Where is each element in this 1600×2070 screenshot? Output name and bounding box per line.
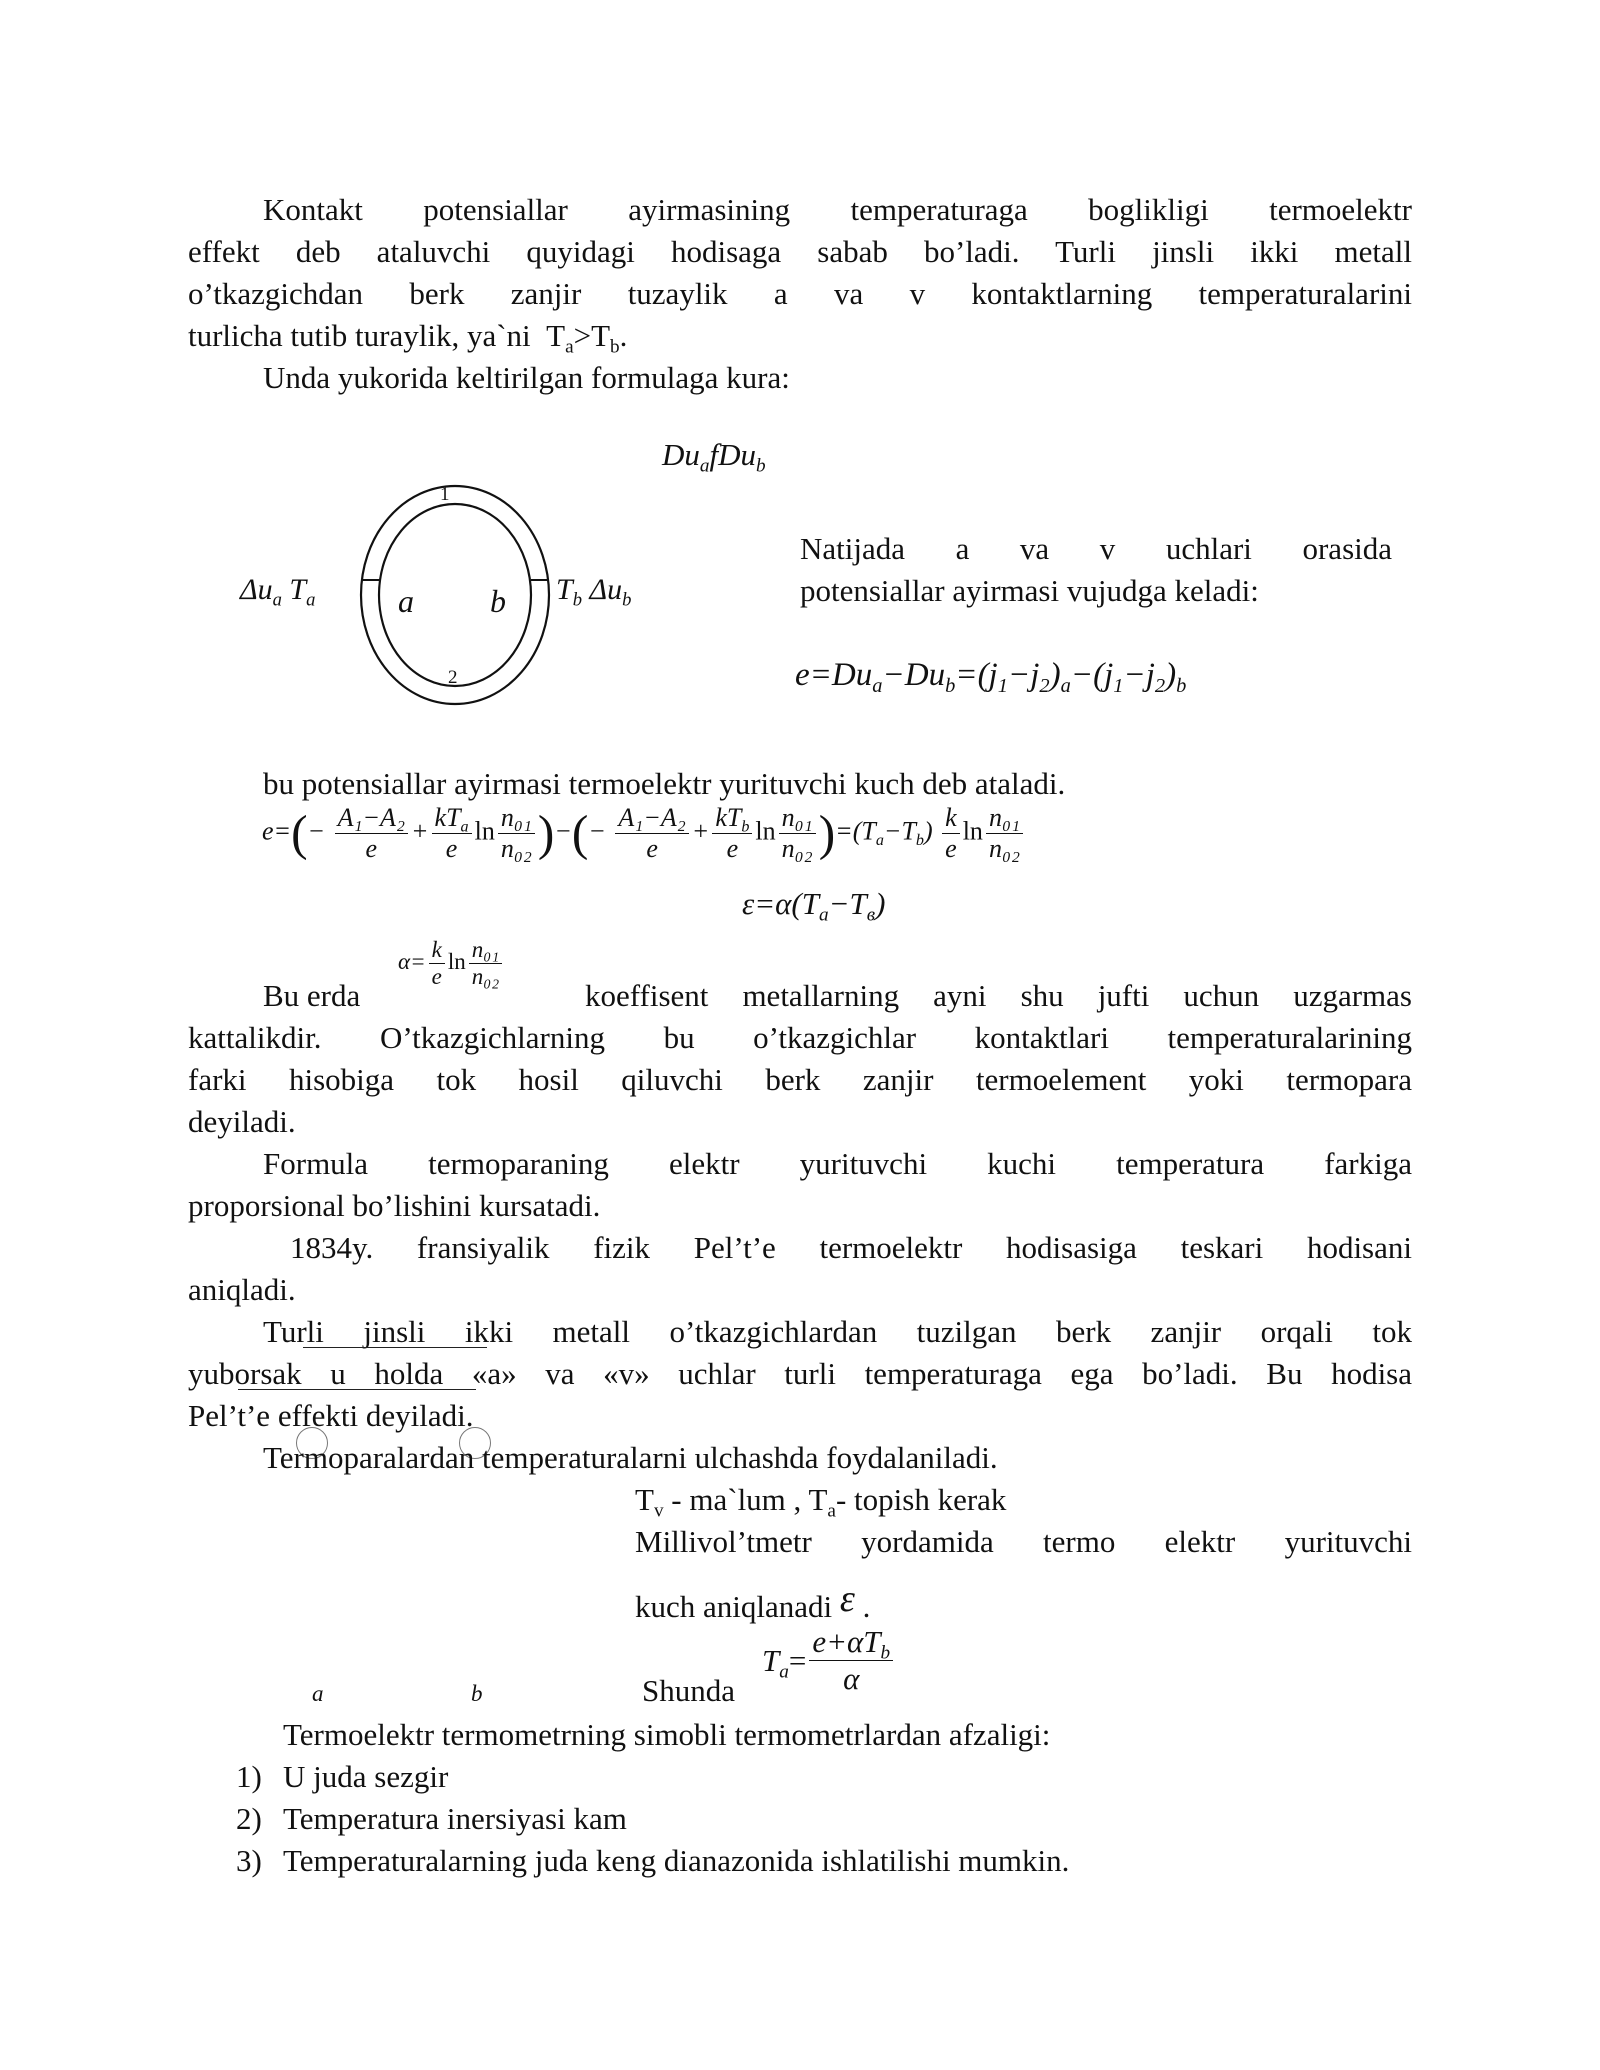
list-item-2: 2) Temperatura inersiyasi kam <box>236 1801 627 1836</box>
p6-line2: aniqladi. <box>188 1272 296 1307</box>
p1-line1: Kontakt potensiallar ayirmasining temperaturaga boglikligi termoelektr <box>263 192 1412 227</box>
diagram-label-b: b <box>490 583 506 619</box>
side-line3: kuch aniqlanadi ε . <box>635 1578 871 1624</box>
p7-line3: Pel’t’e effekti deyiladi. <box>188 1398 474 1433</box>
list-item-3: 3) Temperaturalarning juda keng dianazonida ishlatilishi mumkin. <box>236 1843 1070 1878</box>
p4-line1: Bu erda koeffisent metallarning ayni shu jufti uchun uzgarmas <box>263 978 1412 1013</box>
formula-top: $Du_afDu_b$ <box>662 437 766 477</box>
natijada-line2: potensiallar ayirmasi vujudga keladi: <box>800 573 1259 608</box>
side-line2: Millivol’tmetr yordamida termo elektr yurituvchi <box>635 1524 1412 1559</box>
p8: Termoparalardan temperaturalarni ulchashda foydalaniladi. <box>263 1440 998 1475</box>
p1-line2: effekt deb ataluvchi quyidagi hodisaga sabab bo’ladi. Turli jinsli ikki metall <box>188 234 1412 269</box>
equation-e: $e=Du_a-Du_b=(j_1-j_2)_a-(j_1-j_2)_b$ <box>795 657 1187 698</box>
diagram-label-a: a <box>398 583 414 619</box>
p2: Unda yukorida keltirilgan formulaga kura: <box>263 360 790 395</box>
p3: bu potensiallar ayirmasi termoelektr yurituvchi kuch deb ataladi. <box>263 766 1066 801</box>
shunda-equation: $T_a=$ $\frac{e+\alpha T_b}{\alpha}$ <box>762 1624 896 1697</box>
natijada-line1: Natijada a va v uchlari orasida <box>800 531 1392 566</box>
p4-line4: deyiladi. <box>188 1104 296 1139</box>
p4-line3: farki hisobiga tok hosil qiluvchi berk zanjir termoelement yoki termopara <box>188 1062 1412 1097</box>
shunda-label-b: b <box>471 1681 483 1706</box>
epsilon-equation: $\varepsilon=\alpha(T_a-T_в)$ <box>742 886 886 926</box>
shunda-label-a: a <box>312 1681 324 1706</box>
p7-line2: yuborsak u holda «a» va «v» uchlar turli temperaturaga ega bo’ladi. Bu hodisa <box>188 1356 1412 1391</box>
underline-mark-1 <box>303 1347 487 1348</box>
underline-mark-2 <box>238 1389 476 1390</box>
side-line1: $T_v$ - ma`lum , $T_a-$ topish kerak <box>635 1482 1007 1522</box>
p9: Termoelektr termometrning simobli termometrlardan afzaligi: <box>283 1717 1051 1752</box>
list-item-1: 1) U juda sezgir <box>236 1759 449 1794</box>
diagram-left-label: $\Delta u_a$ $T_a$ <box>240 573 316 611</box>
p6-line1: 1834y. fransiyalik fizik Pel’t’e termoelektr hodisasiga teskari hodisani <box>290 1230 1412 1265</box>
p4-line2: kattalikdir. O’tkazgichlarning bu o’tkazgichlar kontaktlari temperaturalarining <box>188 1020 1412 1055</box>
alpha-definition: α= $\frac{k}{e}$ ln $\frac{\text{n₀₁}}{\text{n₀₂}}$ <box>398 937 505 990</box>
p1-line4: turlicha tutib turaylik, ya`ni $T_a>T_b$. <box>188 318 628 358</box>
p7-line1: Turli jinsli ikki metall o’tkazgichlardan tuzilgan berk zanjir orqali tok <box>263 1314 1412 1349</box>
shunda-word: Shunda <box>642 1673 735 1708</box>
big-equation: e=(− $\frac{\text{A₁−A₂}}{e}$ + $\frac{kT_a}{e}$ ln $\frac{\text{n₀₁}}{\text{n₀₂}}$ )−(− $\frac{\text{A₁−A₂}}{e}$ + $\frac{kT_b}{e}$ ln $\frac{\text{n₀₁}}{\text{n₀₂}}$ )$=(T_a-T_b)$ $\frac{k}{e}$ ln $\frac{\text{n₀₁}}{\text{n₀₂}}$ <box>262 803 1026 864</box>
diagram-label-1: 1 <box>440 484 450 505</box>
diagram-label-2: 2 <box>448 667 458 688</box>
p5-line2: proporsional bo’lishini kursatadi. <box>188 1188 601 1223</box>
p5-line1: Formula termoparaning elektr yurituvchi kuchi temperatura farkiga <box>263 1146 1412 1181</box>
p1-line3: o’tkazgichdan berk zanjir tuzaylik a va v kontaktlarning temperaturalarini <box>188 276 1412 311</box>
diagram-right-label: $T_b$ $\Delta u_b$ <box>556 573 632 611</box>
